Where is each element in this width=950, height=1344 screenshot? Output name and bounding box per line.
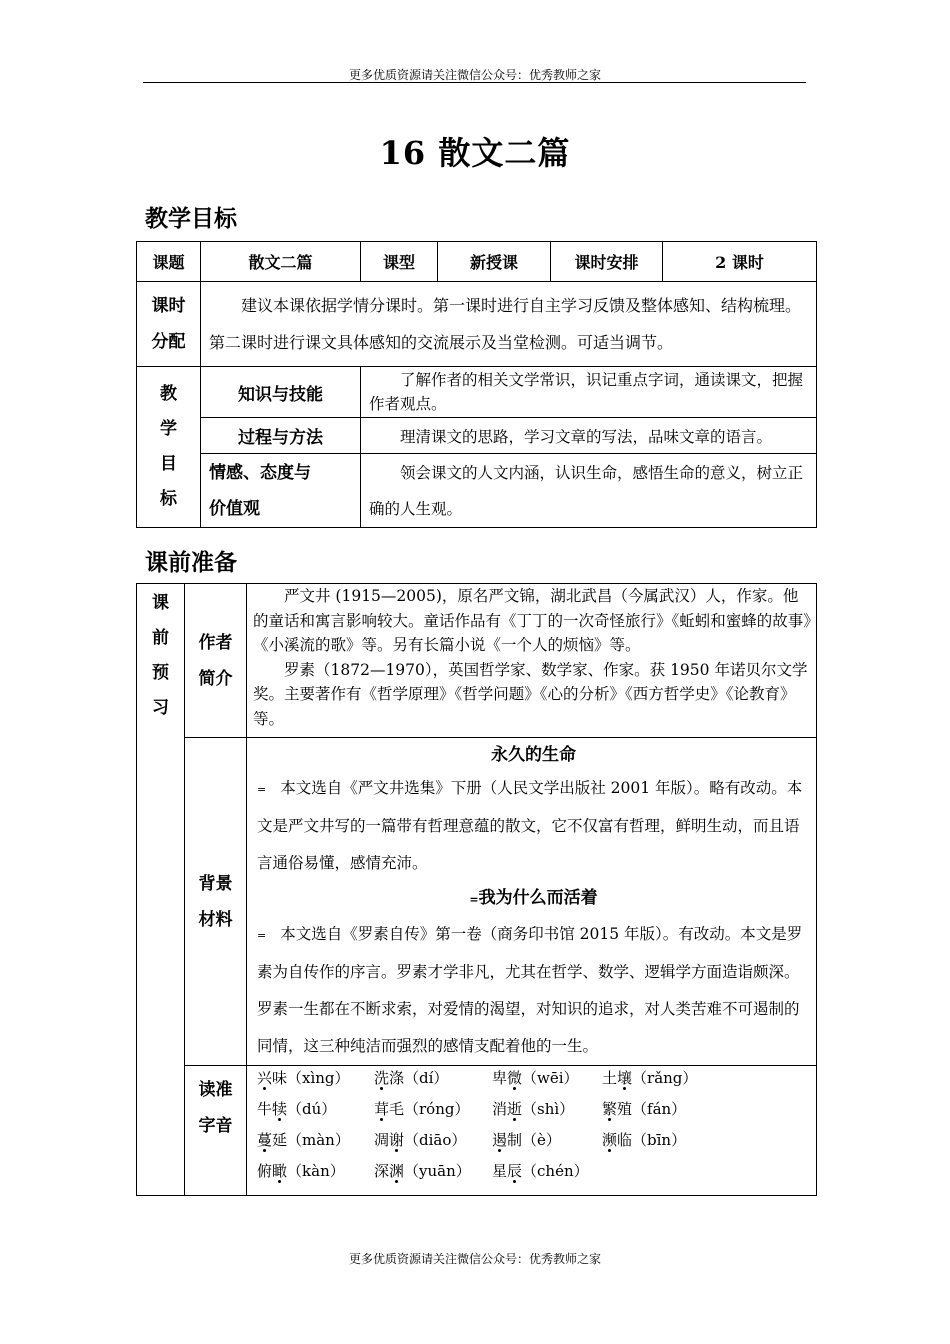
- author-label: 作者 简介: [185, 584, 247, 738]
- goal-label-process: 过程与方法: [201, 418, 361, 454]
- author-intro: [247, 584, 817, 738]
- info-label-schedule: 课时安排: [551, 242, 663, 282]
- prep-label: 课 前 预 习: [137, 584, 185, 1196]
- background-label: 背景 材料: [185, 738, 247, 1066]
- alloc-text: 建议本课依据学情分课时。第一课时进行自主学习反馈及整体感知、结构梳理。第二课时进行课文具体感知的交流展示及当堂检测。可适当调节。: [201, 282, 817, 367]
- pronunciation-item: 茸毛（róng）: [374, 1100, 470, 1118]
- background-heading-2: =我为什么而活着: [469, 888, 598, 908]
- pronunciation-item: 俯瞰（kàn）: [257, 1162, 345, 1180]
- page-footer: 更多优质资源请关注微信公众号：优秀教师之家: [348, 1252, 601, 1266]
- pronunciation-item: 牛犊（dú）: [257, 1100, 337, 1118]
- goal-text-emotion: 领会课文的人文内涵，认识生命，感悟生命的意义，树立正确的人生观。: [361, 454, 817, 528]
- goals-table: [136, 241, 817, 528]
- goal-label-emotion: 情感、态度与 价值观: [201, 454, 361, 528]
- info-label-topic: 课题: [137, 242, 201, 282]
- background-heading-1: 永久的生命: [491, 745, 576, 765]
- author-intro-russell: 罗素（1872—1970），英国哲学家、数学家、作家。获 1950 年诺贝尔文学奖。主要著作有《哲学原理》《哲学问题》《心的分析》《西方哲学史》《论教育》等。: [253, 660, 808, 728]
- pronunciation-item: 星辰（chén）: [492, 1162, 589, 1180]
- page-title: 16 散文二篇: [379, 134, 571, 172]
- background-material: [247, 738, 817, 1066]
- background-text-2: = 本文选自《罗素自传》第一卷（商务印书馆 2015 年版）。有改动。本文是罗素为自传作的序言。罗素才学非凡，尤其在哲学、数学、逻辑学方面造诣颇深。罗素一生都在不断求索，对爱情的渴望，对知识的追求，对人类苦难不可遏制的同情，这三种纯洁而强烈的感情支配着他的一生。: [257, 925, 803, 1055]
- prep-table: [136, 583, 817, 1196]
- pronunciation-item: 凋谢（diāo）: [374, 1131, 467, 1149]
- pronunciation-item: 兴味（xìng）: [257, 1069, 350, 1087]
- background-text-1: = 本文选自《严文井选集》下册（人民文学出版社 2001 年版）。略有改动。本文是严文井写的一篇带有哲理意蕴的散文，它不仅富有哲理，鲜明生动，而且语言通俗易懂，感情充沛。: [257, 779, 803, 872]
- section-heading-goals: 教学目标: [145, 205, 237, 232]
- pronunciation-label: 读准 字音: [185, 1066, 247, 1196]
- goal-label-knowledge: 知识与技能: [201, 367, 361, 418]
- pronunciation-item: 消逝（shì）: [492, 1100, 575, 1118]
- pronunciation-item: 土壤（rǎng）: [602, 1069, 698, 1087]
- header-rule: [143, 82, 806, 83]
- pronunciation-item: 蔓延（màn）: [257, 1131, 350, 1149]
- info-label-type: 课型: [361, 242, 438, 282]
- pronunciation-item: 遏制（è）: [492, 1131, 561, 1149]
- goal-text-knowledge: 了解作者的相关文学常识，识记重点字词，通读课文，把握作者观点。: [361, 367, 817, 418]
- info-value-type: 新授课: [438, 242, 551, 282]
- pronunciation-grid: [247, 1067, 816, 1183]
- pronunciation-item: 濒临（bīn）: [602, 1131, 687, 1149]
- section-heading-prep: 课前准备: [145, 549, 237, 576]
- pronunciation-item: 洗涤（dí）: [374, 1069, 449, 1087]
- goal-text-process: 理清课文的思路，学习文章的写法，品味文章的语言。: [361, 418, 817, 454]
- pronunciation-item: 卑微（wēi）: [492, 1069, 579, 1087]
- pronunciation-list: [247, 1066, 817, 1196]
- info-value-topic: 散文二篇: [201, 242, 361, 282]
- info-value-schedule: 2 课时: [663, 242, 817, 282]
- alloc-label: 课时 分配: [137, 282, 201, 367]
- pronunciation-item: 繁殖（fán）: [602, 1100, 687, 1118]
- page-header: 更多优质资源请关注微信公众号：优秀教师之家: [348, 68, 601, 82]
- goals-label: 教 学 目 标: [137, 367, 201, 528]
- pronunciation-item: 深渊（yuān）: [374, 1162, 471, 1180]
- author-intro-yan: 严文井 (1915—2005)，原名严文锦，湖北武昌（今属武汉）人，作家。他的童话和寓言影响较大。童话作品有《丁丁的一次奇怪旅行》《蚯蚓和蜜蜂的故事》《小溪流的歌》等。另有长篇小说《一个人的烦恼》等。: [253, 587, 812, 654]
